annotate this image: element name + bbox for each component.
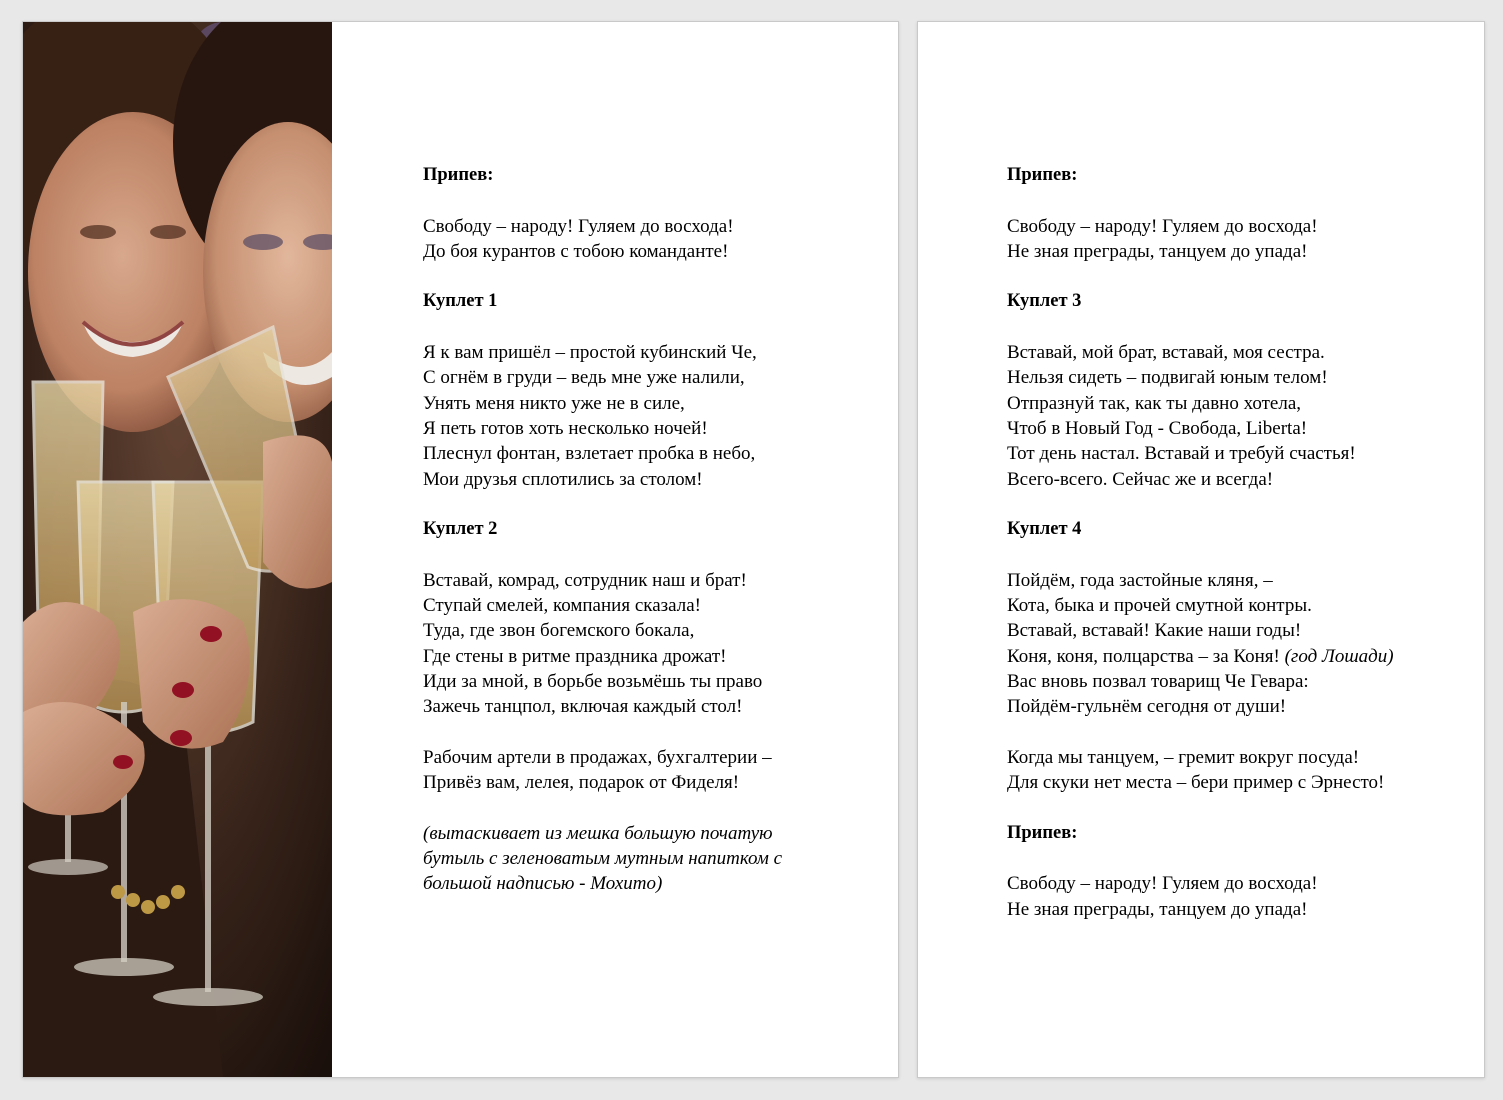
lyric-line: До боя курантов с тобою команданте!	[423, 240, 729, 262]
verse-lines	[1007, 568, 1477, 720]
lyric-line: Кота, быка и прочей смутной контры.	[1007, 595, 1312, 617]
lyric-line: Рабочим артели в продажах, бухгалтерии –	[423, 746, 772, 768]
lyric-line: Отпразнуй так, как ты давно хотела,	[1007, 392, 1302, 414]
section-heading: Припев:	[423, 165, 494, 185]
lyric-line: Свободу – народу! Гуляем до восхода!	[1007, 215, 1318, 237]
lyric-line: Вставай, вставай! Какие наши годы!	[1007, 620, 1302, 642]
chorus-lines	[423, 214, 883, 265]
lyric-line: Я к вам пришёл – простой кубинский Че,	[423, 342, 757, 364]
lyric-text: Коня, коня, полцарства – за Коня!	[1007, 645, 1285, 667]
section-heading: Куплет 1	[423, 291, 498, 312]
lyric-line: Зажечь танцпол, включая каждый стол!	[423, 696, 743, 718]
lyric-line: Вставай, мой брат, вставай, моя сестра.	[1007, 342, 1325, 364]
lyric-line: Ступай смелей, компания сказала!	[423, 595, 701, 617]
lyric-line: Чтоб в Новый Год - Свобода, Liberta!	[1007, 417, 1308, 439]
verse-lines	[1007, 340, 1477, 492]
section-heading: Куплет 3	[1007, 291, 1082, 312]
lyric-note: (год Лошади)	[1284, 645, 1394, 667]
lyric-line: Иди за мной, в борьбе возьмёшь ты право	[423, 670, 763, 692]
lyric-line: Когда мы танцуем, – гремит вокруг посуда!	[1007, 746, 1360, 768]
lyric-line: Мои друзья сплотились за столом!	[423, 468, 703, 490]
lyric-line: Нельзя сидеть – подвигай юным телом!	[1007, 367, 1328, 389]
lyric-line: Плеснул фонтан, взлетает пробка в небо,	[423, 443, 756, 465]
lyric-line: Туда, где звон богемского бокала,	[423, 620, 695, 642]
verse-lines	[423, 340, 883, 492]
chorus-block	[1007, 821, 1477, 846]
lyric-line: Где стены в ритме праздника дрожат!	[423, 645, 727, 667]
lyric-line: Не зная преграды, танцуем до упада!	[1007, 898, 1308, 920]
lyric-line: Всего-всего. Сейчас же и всегда!	[1007, 468, 1274, 490]
verse-heading-block	[423, 289, 883, 314]
verse-heading-block	[1007, 517, 1477, 542]
lyric-line: Не зная преграды, танцуем до упада!	[1007, 240, 1308, 262]
verse-extra-lines	[423, 745, 883, 796]
verse-heading-block	[423, 517, 883, 542]
lyric-line: Свободу – народу! Гуляем до восхода!	[423, 215, 734, 237]
lyric-line: Вставай, комрад, сотрудник наш и брат!	[423, 569, 747, 591]
verse-extra-lines	[1007, 745, 1477, 796]
lyric-line: Свободу – народу! Гуляем до восхода!	[1007, 873, 1318, 895]
lyric-line: С огнём в груди – ведь мне уже налили,	[423, 367, 745, 389]
section-heading: Куплет 2	[423, 519, 498, 540]
lyric-line: Для скуки нет места – бери пример с Эрнесто!	[1007, 772, 1385, 794]
photo-illustration	[23, 22, 332, 1077]
stage-direction-line: бутыль с зеленоватым мутным напитком с	[423, 848, 783, 870]
section-heading: Куплет 4	[1007, 519, 1082, 540]
section-heading: Припев:	[1007, 822, 1078, 843]
lyric-line: Вас вновь позвал товарищ Че Гевара:	[1007, 670, 1309, 692]
lyric-line-horse	[1007, 644, 1477, 669]
chorus-lines	[1007, 214, 1477, 265]
verse-heading-block	[1007, 289, 1477, 314]
lyric-line: Тот день настал. Вставай и требуй счастья!	[1007, 443, 1356, 465]
lyric-line: Пойдём, года застойные кляня, –	[1007, 569, 1273, 591]
lyrics-column-left	[423, 163, 883, 922]
section-heading: Припев:	[1007, 165, 1078, 185]
stage-direction-line: (вытаскивает из мешка большую початую	[423, 822, 773, 844]
chorus-lines	[1007, 871, 1477, 922]
champagne-toast-photo	[23, 22, 332, 1077]
lyric-line: Унять меня никто уже не в силе,	[423, 392, 685, 414]
chorus-block	[423, 163, 883, 188]
lyric-line: Привёз вам, лелея, подарок от Фиделя!	[423, 772, 740, 794]
document-page-2	[917, 21, 1485, 1078]
lyric-line: Пойдём-гульнём сегодня от души!	[1007, 696, 1287, 718]
chorus-block	[1007, 163, 1477, 188]
verse-lines	[423, 568, 883, 720]
stage-direction-line: большой надписью - Мохито)	[423, 873, 663, 895]
lyric-line: Я петь готов хоть несколько ночей!	[423, 417, 708, 439]
lyrics-column-right	[1007, 163, 1477, 947]
document-page-1	[22, 21, 899, 1078]
stage-direction	[423, 821, 883, 897]
